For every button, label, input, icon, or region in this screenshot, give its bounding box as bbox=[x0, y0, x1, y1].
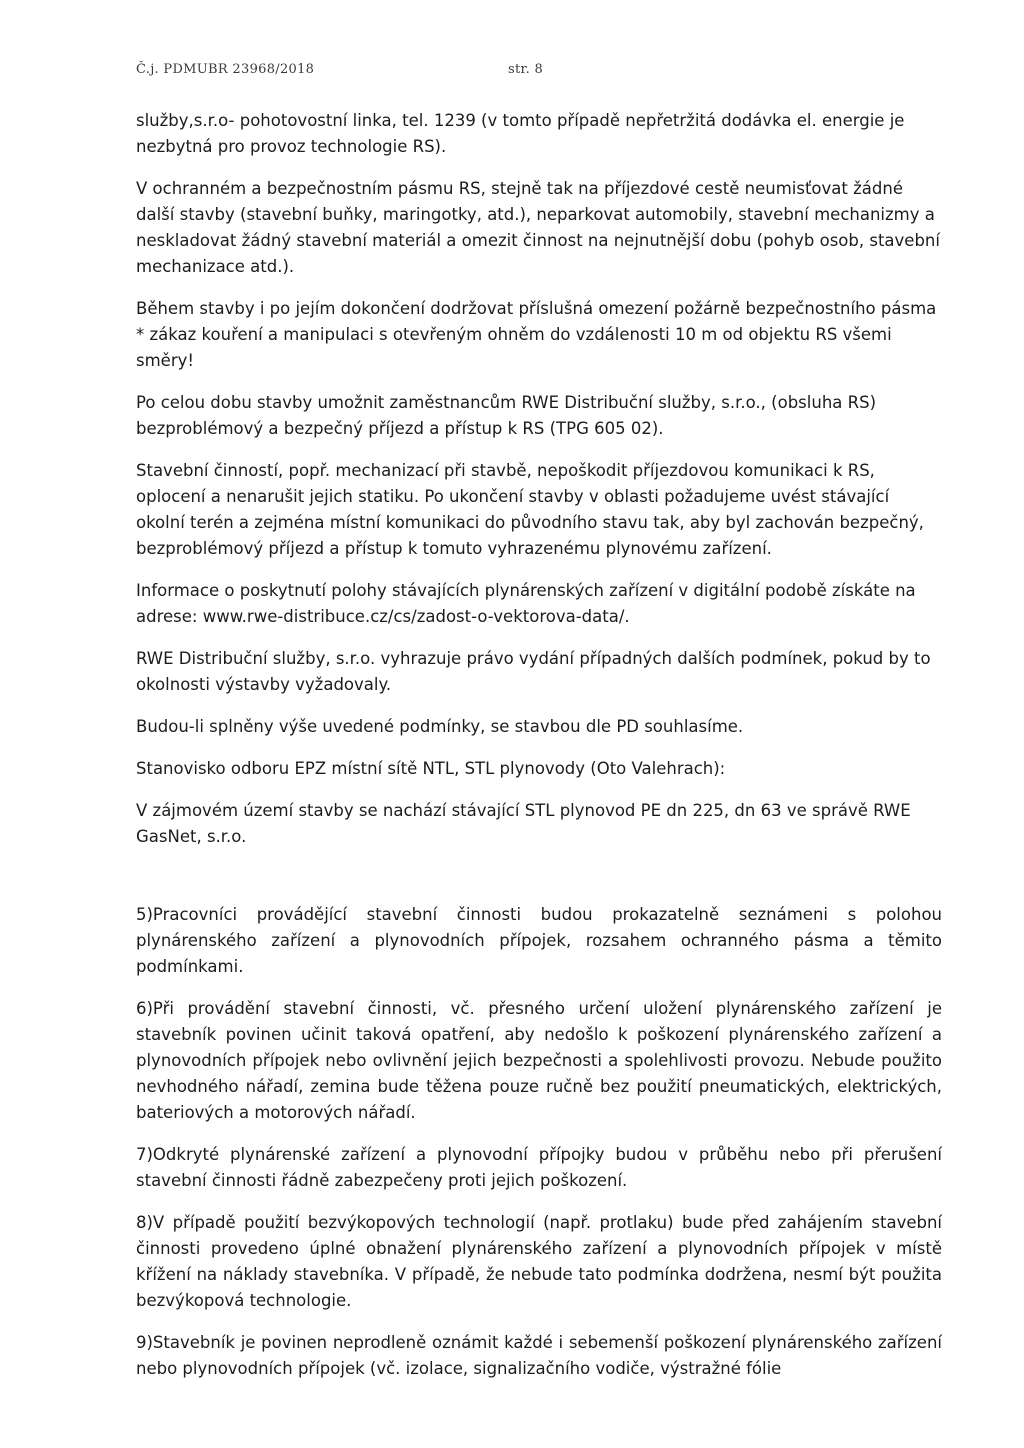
reference-number: Č.j. PDMUBR 23968/2018 bbox=[136, 62, 315, 77]
paragraph-restoration: Stavební činností, popř. mechanizací při stavbě, nepoškodit příjezdovou komunikaci k RS, oplocení a nenarušit jejich statiku. Po ukončení stavby v oblasti požadujeme uvést stávající okolní terén a zejména místní komunikaci do původního stavu tak, aby byl zachován bezpečný, bezproblémový příjezd a přístup k tomuto vyhrazenému plynovému zařízení. bbox=[136, 461, 924, 558]
paragraph-power-supply: služby,s.r.o- pohotovostní linka, tel. 1239 (v tomto případě nepřetržitá dodávka el. energie je nezbytná pro provoz technologie RS). bbox=[136, 111, 905, 156]
paragraph-epz-heading: Stanovisko odboru EPZ místní sítě NTL, STL plynovody (Oto Valehrach): bbox=[136, 759, 726, 778]
paragraph-protective-zone: V ochranném a bezpečnostním pásmu RS, stejně tak na příjezdové cestě neumisťovat žádné další stavby (stavební buňky, maringotky, atd.), neparkovat automobily, stavební mechanizmy a neskladovat žádný stavební materiál a omezit činnost na nejnutnější dobu (pohyb osob, stavební mechanizace atd.). bbox=[136, 179, 940, 276]
paragraph-existing-pipeline: V zájmovém území stavby se nachází stávající STL plynovod PE dn 225, dn 63 ve správě RWE GasNet, s.r.o. bbox=[136, 801, 911, 846]
document-body bbox=[136, 108, 942, 1398]
page-number: str. 8 bbox=[508, 62, 544, 77]
condition-9: 9)Stavebník je povinen neprodleně oznámit každé i sebemenší poškození plynárenského zařízení nebo plynovodních přípojek (vč. izolace, signalizačního vodiče, výstražné fólie bbox=[136, 1333, 942, 1378]
paragraph-reservation: RWE Distribuční služby, s.r.o. vyhrazuje právo vydání případných dalších podmínek, pokud by to okolnosti výstavby vyžadovaly. bbox=[136, 649, 931, 694]
condition-5: 5)Pracovníci provádějící stavební činnosti budou prokazatelně seznámeni s polohou plynárenského zařízení a plynovodních přípojek, rozsahem ochranného pásma a těmito podmínkami. bbox=[136, 905, 942, 976]
condition-7: 7)Odkryté plynárenské zařízení a plynovodní přípojky budou v průběhu nebo při přerušení stavební činnosti řádně zabezpečeny proti jejich poškození. bbox=[136, 1145, 942, 1190]
paragraph-fire-safety: Během stavby i po jejím dokončení dodržovat příslušná omezení požárně bezpečnostního pásma * zákaz kouření a manipulaci s otevřeným ohněm do vzdálenosti 10 m od objektu RS všemi směry! bbox=[136, 299, 937, 370]
paragraph-consent: Budou-li splněny výše uvedené podmínky, se stavbou dle PD souhlasíme. bbox=[136, 717, 744, 736]
condition-6: 6)Při provádění stavební činnosti, vč. přesného určení uložení plynárenského zařízení je stavebník povinen učinit taková opatření, aby nedošlo k poškození plynárenského zařízení a plynovodních přípojek nebo ovlivnění jejich bezpečnosti a spolehlivosti provozu. Nebude použito nevhodného nářadí, zemina bude těžena pouze ručně bez použití pneumatických, elektrických, bateriových a motorových nářadí. bbox=[136, 999, 942, 1122]
condition-8: 8)V případě použití bezvýkopových technologií (např. protlaku) bude před zahájením stavební činnosti provedeno úplné obnažení plynárenského zařízení a plynovodních přípojek v místě křížení na náklady stavebníka. V případě, že nebude tato podmínka dodržena, nesmí být použita bezvýkopová technologie. bbox=[136, 1213, 942, 1310]
paragraph-access: Po celou dobu stavby umožnit zaměstnancům RWE Distribuční služby, s.r.o., (obsluha RS) bezproblémový a bezpečný příjezd a přístup k RS (TPG 605 02). bbox=[136, 393, 877, 438]
paragraph-digital-data: Informace o poskytnutí polohy stávajících plynárenských zařízení v digitální podobě získáte na adrese: www.rwe-distribuce.cz/cs/zadost-o-vektorova-data/. bbox=[136, 581, 916, 626]
